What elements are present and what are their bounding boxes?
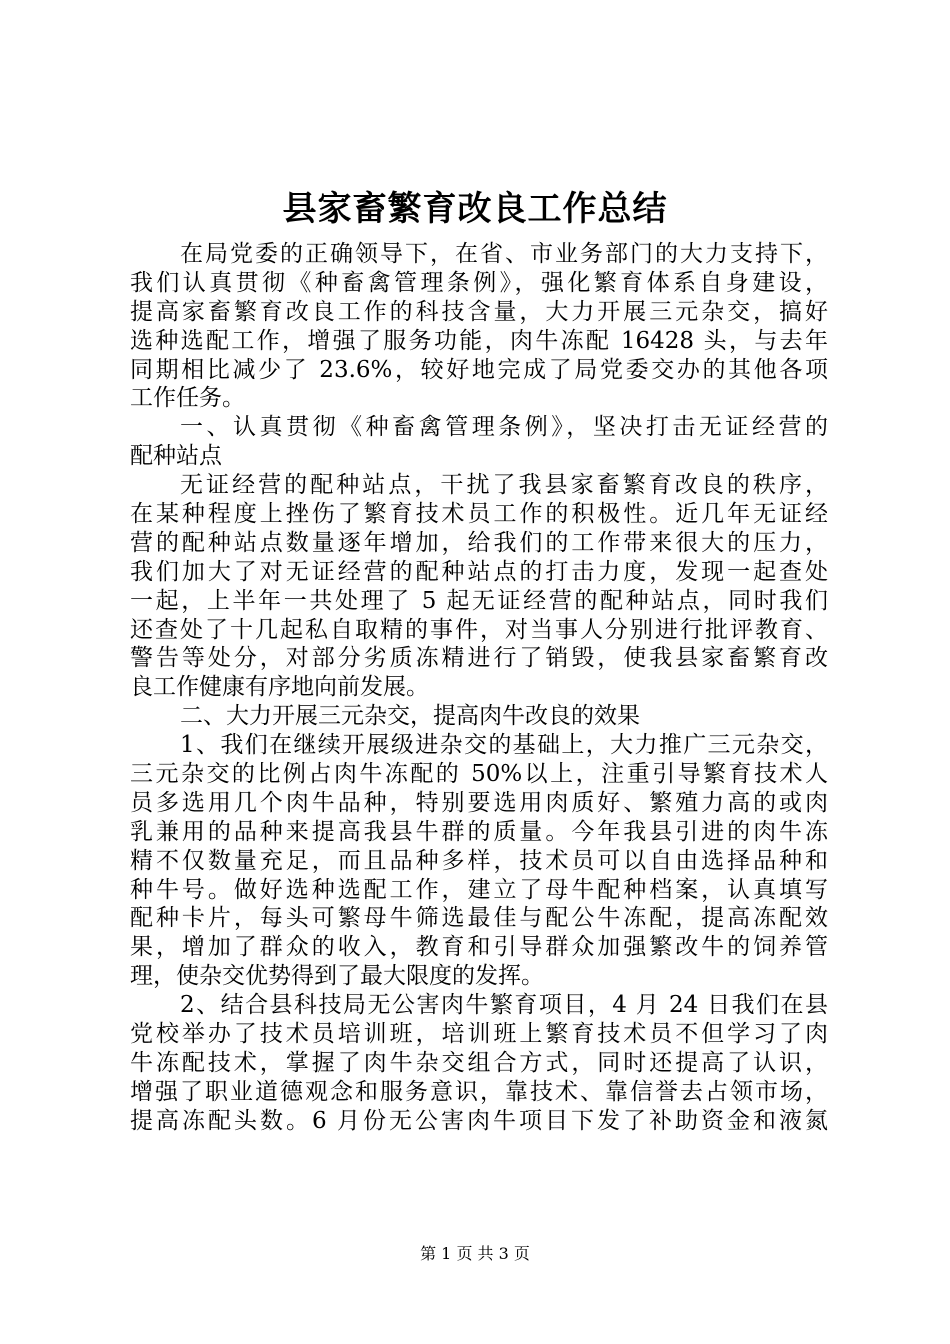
text-line: 增强了职业道德观念和服务意识，靠技术、靠信誉去占领市场，	[130, 1078, 828, 1105]
text-line: 还查处了十几起私自取精的事件，对当事人分别进行批评教育、	[130, 616, 828, 643]
text-line: 2、结合县科技局无公害肉牛繁育项目，4 月 24 日我们在县	[180, 992, 828, 1019]
text-line: 配种卡片，每头可繁母牛筛选最佳与配公牛冻配，提高冻配效	[130, 905, 828, 932]
text-line: 我们加大了对无证经营的配种站点的打击力度，发现一起查处	[130, 558, 828, 585]
text-line: 一起，上半年一共处理了 5 起无证经营的配种站点，同时我们	[130, 587, 828, 614]
text-line: 在某种程度上挫伤了繁育技术员工作的积极性。近几年无证经	[130, 501, 828, 528]
text-line: 乳兼用的品种来提高我县牛群的质量。今年我县引进的肉牛冻	[130, 818, 828, 845]
section-heading-line: 配种站点	[130, 443, 222, 470]
section-heading-line: 二、大力开展三元杂交，提高肉牛改良的效果	[180, 703, 640, 730]
text-line: 提高家畜繁育改良工作的科技含量，大力开展三元杂交，搞好	[130, 298, 828, 325]
text-line: 党校举办了技术员培训班，培训班上繁育技术员不但学习了肉	[130, 1021, 828, 1048]
page-number-footer: 第 1 页 共 3 页	[420, 1244, 530, 1263]
text-line: 在局党委的正确领导下，在省、市业务部门的大力支持下，	[180, 241, 828, 267]
text-line: 警告等处分，对部分劣质冻精进行了销毁，使我县家畜繁育改	[130, 645, 828, 672]
document-body	[130, 240, 828, 1136]
text-line: 理，使杂交优势得到了最大限度的发挥。	[130, 963, 544, 990]
text-line: 牛冻配技术，掌握了肉牛杂交组合方式，同时还提高了认识，	[130, 1049, 828, 1076]
text-line: 1、我们在继续开展级进杂交的基础上，大力推广三元杂交，	[180, 732, 828, 759]
text-line: 提高冻配头数。6 月份无公害肉牛项目下发了补助资金和液氮	[130, 1107, 828, 1134]
document-title: 县家畜繁育改良工作总结	[282, 189, 668, 229]
text-line: 三元杂交的比例占肉牛冻配的 50%以上，注重引导繁育技术人	[130, 761, 828, 788]
text-line: 同期相比减少了 23.6%，较好地完成了局党委交办的其他各项	[130, 356, 828, 383]
text-line: 良工作健康有序地向前发展。	[130, 674, 429, 701]
text-line: 选种选配工作，增强了服务功能，肉牛冻配 16428 头，与去年	[130, 327, 828, 354]
text-line: 精不仅数量充足，而且品种多样，技术员可以自由选择品种和	[130, 847, 828, 874]
text-line: 营的配种站点数量逐年增加，给我们的工作带来很大的压力，	[130, 529, 828, 556]
text-line: 果，增加了群众的收入，教育和引导群众加强繁改牛的饲养管	[130, 934, 828, 961]
text-line: 种牛号。做好选种选配工作，建立了母牛配种档案，认真填写	[130, 876, 828, 903]
section-heading-line: 一、认真贯彻《种畜禽管理条例》，坚决打击无证经营的	[180, 414, 828, 441]
text-line: 无证经营的配种站点，干扰了我县家畜繁育改良的秩序，	[180, 472, 828, 499]
text-line: 我们认真贯彻《种畜禽管理条例》，强化繁育体系自身建设，	[130, 269, 828, 296]
text-line: 工作任务。	[130, 385, 245, 412]
text-line: 员多选用几个肉牛品种，特别要选用肉质好、繁殖力高的或肉	[130, 789, 828, 816]
